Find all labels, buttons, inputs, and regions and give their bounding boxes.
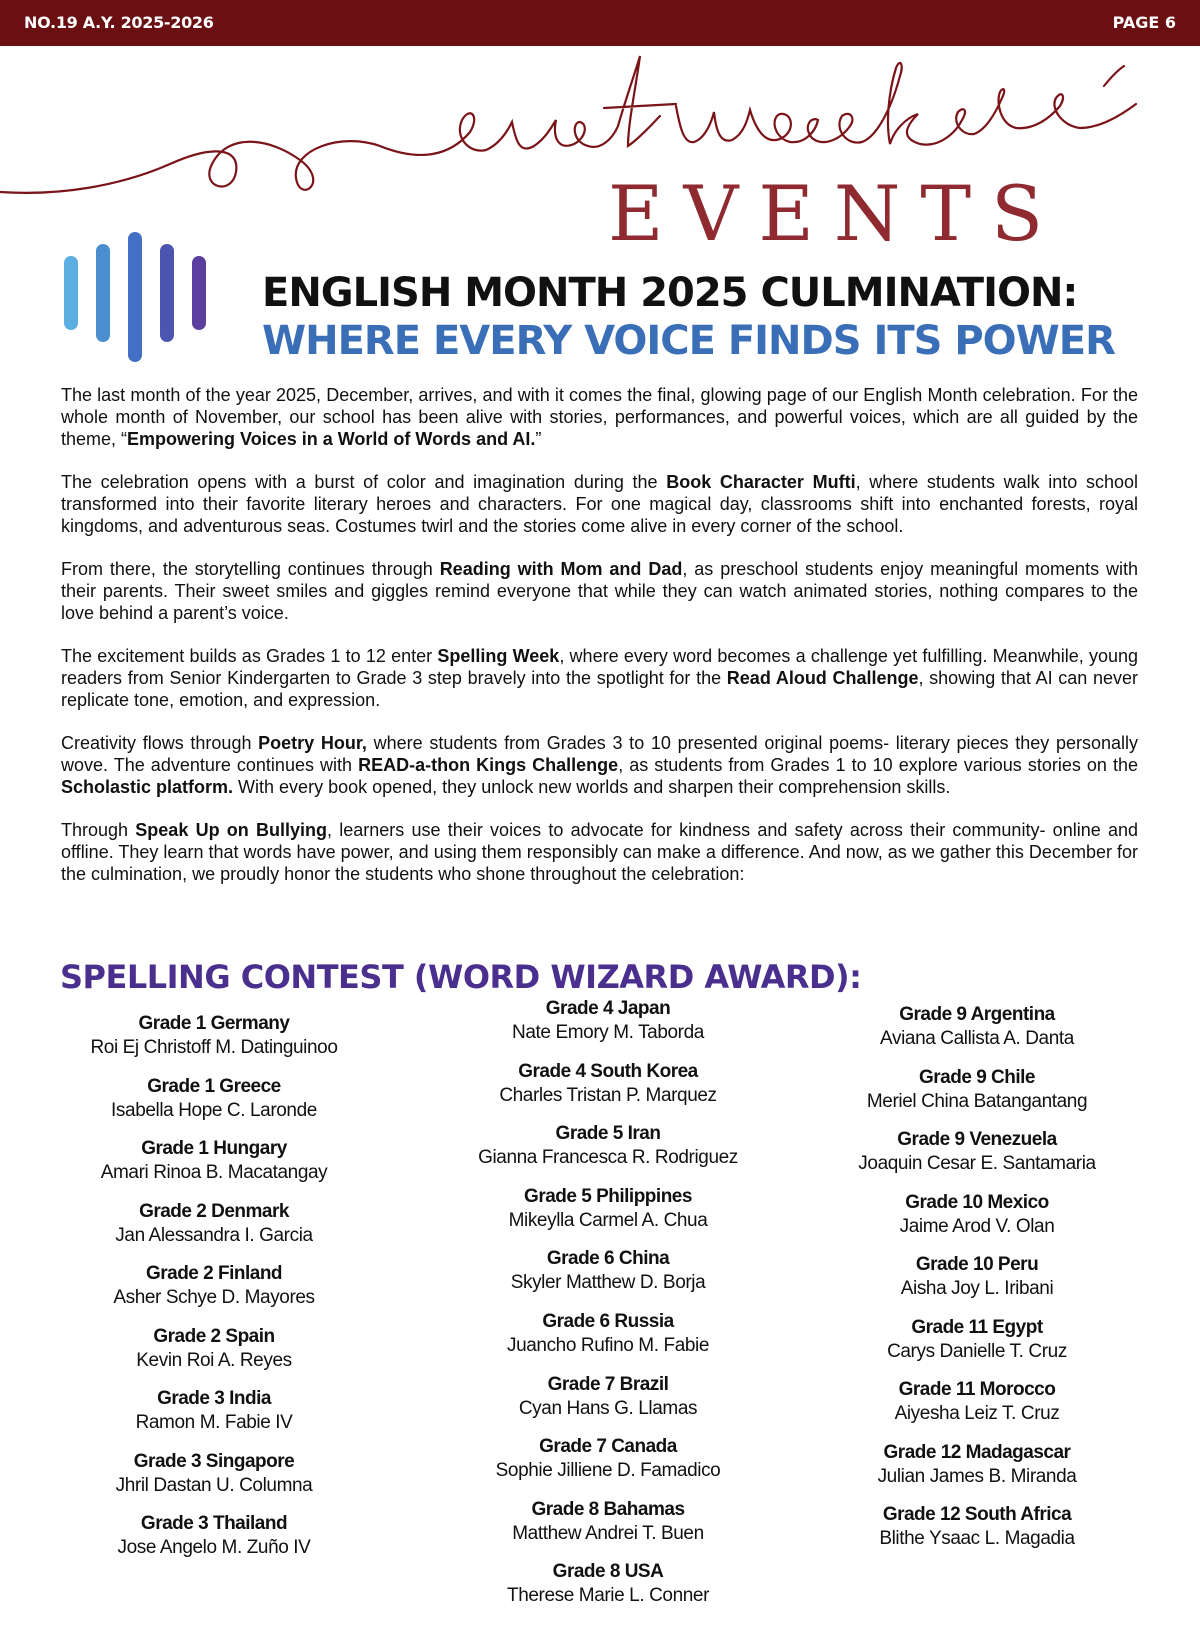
winner-entry (787, 1441, 1167, 1504)
winner-name: Ramon M. Fabie IV (135, 1412, 293, 1433)
text-run: With every book opened, they unlock new worlds and sharpen their comprehension skills. (233, 777, 951, 797)
winner-entry (418, 1060, 798, 1123)
bold-text: Speak Up on Bullying (135, 820, 328, 840)
winner-entry (787, 1191, 1167, 1254)
winner-entry (787, 1066, 1167, 1129)
winner-name: Kevin Roi A. Reyes (136, 1349, 292, 1371)
text-run: , as students from Grades 1 to 10 explore various stories on the (618, 755, 1139, 775)
winner-grade: Grade 6 China (546, 1248, 670, 1270)
winner-grade: Grade 7 Canada (539, 1436, 677, 1458)
winner-entry (787, 1503, 1167, 1566)
winner-name: Charles Tristan P. Marquez (499, 1084, 717, 1106)
winner-name: Carys Danielle T. Cruz (887, 1340, 1067, 1362)
events-label: EVENTS (608, 169, 1064, 258)
winner-grade: Grade 6 Russia (542, 1310, 674, 1332)
winner-entry (24, 1450, 404, 1513)
winner-name: Blithe Ysaac L. Magadia (879, 1528, 1075, 1549)
text-run: The celebration opens with a burst of color and imagination during the (61, 472, 667, 492)
winner-grade: Grade 2 Denmark (139, 1200, 289, 1222)
text-run: , learners use their voices to advocate for kindness and safety across their community- online and offline. They learn that words have power, and using them responsibly can make a difference. And now, as we gather this December for the culmination, we proudly honor the students who shone throughout the celebration: (61, 820, 1138, 884)
winner-entry (24, 1262, 404, 1325)
text-run: ” (535, 429, 542, 449)
winner-grade: Grade 8 USA (552, 1561, 664, 1583)
article-paragraph (61, 819, 1138, 885)
winner-grade: Grade 4 Japan (545, 998, 671, 1019)
text-run: , where every word becomes a challenge yet fulfilling. Meanwhile, young readers from Senior Kindergarten to Grade 3 step bravely into the spotlight for the (61, 646, 1139, 688)
article-body (61, 384, 1138, 906)
winner-entry (24, 1200, 404, 1263)
winner-name: Jhril Dastan U. Columna (115, 1474, 313, 1496)
winner-name: Skyler Matthew D. Borja (510, 1272, 706, 1294)
winner-name: Jaime Arod V. Olan (899, 1215, 1055, 1237)
sound-wave-icon (62, 232, 232, 377)
winner-entry (787, 1316, 1167, 1379)
bold-text: Scholastic platform. (61, 777, 234, 797)
header-bar (0, 0, 1200, 46)
winner-entry (24, 1387, 404, 1450)
winner-name: Aviana Callista A. Danta (880, 1028, 1074, 1049)
winner-name: Cyan Hans G. Llamas (518, 1397, 698, 1419)
article-paragraph (61, 732, 1138, 798)
winner-name: Julian James B. Miranda (877, 1465, 1077, 1487)
winner-grade: Grade 12 Madagascar (883, 1441, 1071, 1463)
text-run: , where students walk into school transformed into their favorite literary heroes and characters. For one magical day, classrooms shift into enchanted forests, royal kingdoms, and adventurous seas. Costumes twirl and the stories come alive in every corner of the school. (61, 472, 1139, 536)
winner-name: Roi Ej Christoff M. Datinguinoo (90, 1037, 338, 1058)
winner-entry (418, 1247, 798, 1310)
winner-grade: Grade 12 South Africa (882, 1504, 1072, 1525)
bold-text: READ-a-thon Kings Challenge (358, 755, 619, 775)
winner-entry (418, 1122, 798, 1185)
winner-grade: Grade 7 Brazil (547, 1373, 669, 1395)
winner-grade: Grade 3 India (157, 1388, 271, 1409)
winner-name: Amari Rinoa B. Macatangay (100, 1162, 328, 1183)
winner-grade: Grade 3 Singapore (133, 1450, 295, 1472)
winner-name: Mikeylla Carmel A. Chua (508, 1209, 708, 1231)
winner-name: Joaquin Cesar E. Santamaria (858, 1153, 1096, 1174)
bold-text: Reading with Mom and Dad (439, 559, 683, 579)
contest-heading: SPELLING CONTEST (WORD WIZARD AWARD): (60, 958, 862, 996)
page-number: PAGE 6 (1112, 13, 1176, 32)
winner-entry (418, 1498, 798, 1561)
winner-entry (418, 1310, 798, 1373)
winner-grade: Grade 4 South Korea (518, 1060, 698, 1082)
bold-text: Empowering Voices in a World of Words and AI. (127, 429, 536, 449)
winner-grade: Grade 1 Hungary (141, 1138, 287, 1159)
winner-grade: Grade 9 Chile (919, 1066, 1035, 1088)
winner-grade: Grade 3 Thailand (140, 1513, 288, 1534)
winner-grade: Grade 1 Germany (138, 1013, 290, 1034)
winner-name: Asher Schye D. Mayores (113, 1287, 315, 1308)
bold-text: Book Character Mufti (666, 472, 856, 492)
winner-grade: Grade 9 Venezuela (897, 1129, 1057, 1150)
bold-text: Read Aloud Challenge (726, 668, 919, 688)
winner-name: Aisha Joy L. Iribani (900, 1278, 1054, 1299)
winner-grade: Grade 5 Iran (555, 1123, 661, 1145)
winner-entry (787, 1003, 1167, 1066)
winners-column-3 (787, 1003, 1167, 1566)
winner-grade: Grade 10 Peru (915, 1254, 1039, 1275)
bold-text: Poetry Hour, (258, 733, 367, 753)
winner-name: Aiyesha Leiz T. Cruz (894, 1403, 1060, 1424)
text-run: , as preschool students enjoy meaningful moments with their parents. Their sweet smiles and giggles remind everyone that while they can watch animated stories, nothing compares to the love behind a parent’s voice. (61, 559, 1138, 623)
winner-entry (24, 1512, 404, 1575)
winner-grade: Grade 10 Mexico (905, 1191, 1049, 1213)
winners-column-1 (24, 1012, 404, 1575)
winner-name: Matthew Andrei T. Buen (512, 1522, 704, 1544)
article-title: ENGLISH MONTH 2025 CULMINATION: (262, 270, 1078, 316)
winner-entry (418, 1185, 798, 1248)
winner-entry (24, 1325, 404, 1388)
winner-entry (787, 1128, 1167, 1191)
winner-grade: Grade 11 Morocco (898, 1379, 1056, 1400)
winner-entry (24, 1012, 404, 1075)
winner-grade: Grade 1 Greece (147, 1075, 281, 1097)
winner-grade: Grade 9 Argentina (899, 1004, 1055, 1025)
winner-entry (787, 1253, 1167, 1316)
text-run: The excitement builds as Grades 1 to 12 enter (61, 646, 438, 666)
winner-name: Gianna Francesca R. Rodriguez (478, 1147, 738, 1169)
text-run: , showing that AI can never replicate tone, emotion, and expression. (61, 668, 1138, 710)
winner-entry (24, 1137, 404, 1200)
winner-grade: Grade 5 Philippines (524, 1185, 692, 1207)
article-paragraph (61, 384, 1138, 450)
bold-text: Spelling Week (437, 646, 560, 666)
winner-name: Juancho Rufino M. Fabie (506, 1334, 710, 1356)
winner-grade: Grade 11 Egypt (911, 1316, 1043, 1338)
text-run: The last month of the year 2025, December, arrives, and with it comes the final, glowing page of our English Month celebration. For the whole month of November, our school has been alive with stories, performances, and powerful voices, which are all guided by the theme, “ (61, 385, 1138, 449)
winner-grade: Grade 8 Bahamas (531, 1498, 685, 1520)
winner-entry (787, 1378, 1167, 1441)
winner-entry (418, 1435, 798, 1498)
article-subtitle: WHERE EVERY VOICE FINDS ITS POWER (262, 318, 1115, 364)
winner-name: Sophie Jilliene D. Famadico (495, 1460, 721, 1482)
article-paragraph (61, 471, 1138, 537)
article-paragraph (61, 558, 1138, 624)
winner-name: Jan Alessandra I. Garcia (115, 1224, 313, 1246)
winner-name: Therese Marie L. Conner (506, 1585, 709, 1607)
winner-name: Jose Angelo M. Zuño IV (117, 1537, 311, 1558)
winners-column-2 (418, 997, 798, 1623)
text-run: where students from Grades 3 to 10 presented original poems- literary pieces they personally wove. The adventure continues with (61, 733, 1139, 775)
winner-grade: Grade 2 Finland (145, 1263, 283, 1284)
winner-grade: Grade 2 Spain (153, 1325, 275, 1347)
winner-entry (418, 1560, 798, 1623)
issue-label: NO.19 A.Y. 2025-2026 (24, 13, 214, 32)
winner-name: Isabella Hope C. Laronde (111, 1099, 317, 1121)
text-run: Through (61, 820, 136, 840)
winner-entry (418, 997, 798, 1060)
winner-entry (24, 1075, 404, 1138)
winner-name: Meriel China Batangantang (866, 1090, 1088, 1112)
winner-entry (418, 1373, 798, 1436)
text-run: Creativity flows through (61, 733, 259, 753)
text-run: From there, the storytelling continues through (61, 559, 440, 579)
winner-name: Nate Emory M. Taborda (512, 1022, 704, 1043)
article-paragraph (61, 645, 1138, 711)
